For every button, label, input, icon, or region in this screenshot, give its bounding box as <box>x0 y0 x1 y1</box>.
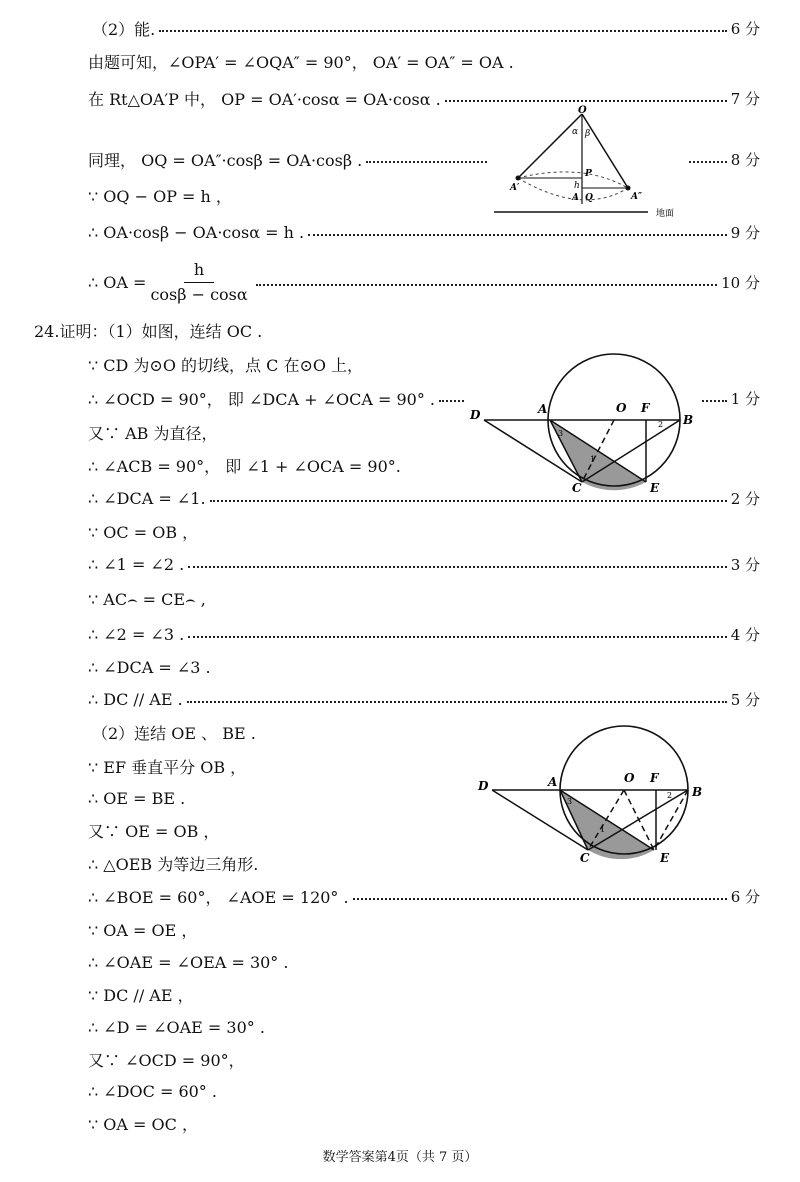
label-f: F <box>650 771 659 785</box>
line-14 <box>88 517 800 545</box>
label-c: C <box>572 481 582 494</box>
label-q: Q <box>585 193 593 203</box>
score: 6 分 <box>730 887 760 906</box>
label-f: F <box>641 401 650 415</box>
line-text: 由题可知，∠OPA′ = ∠OQA″ = 90°， OA′ = OA″ = OA . <box>88 52 514 72</box>
circle-figure-2 <box>470 724 706 872</box>
label-alpha: α <box>572 127 579 137</box>
line-text: ∴ ∠DCA = ∠3 . <box>88 657 211 677</box>
line-30 <box>88 1045 800 1073</box>
line-5 <box>88 181 800 209</box>
line-text: 在 Rt△OA′P 中， OP = OA′·cosα = OA·cosα . <box>88 89 441 109</box>
line-text: ∴ ∠DCA = ∠1. <box>88 488 206 508</box>
score: 9 分 <box>730 223 760 242</box>
line-16 <box>88 586 800 614</box>
line-text: 又∵ ∠OCD = 90°， <box>88 1050 245 1070</box>
label-angle-1: 1 <box>590 455 596 464</box>
score: 10 分 <box>721 273 760 292</box>
fraction-denominator: cosβ − cosα <box>150 284 248 304</box>
label-h: h <box>574 181 580 191</box>
line-17 <box>88 620 760 648</box>
line-26 <box>88 915 800 943</box>
line-text: ∴ DC // AE . <box>88 689 183 709</box>
pendulum-figure <box>488 104 688 222</box>
label-angle-3: 3 <box>558 429 564 438</box>
line-32 <box>88 1109 800 1137</box>
line-text: ∵ EF 垂直平分 OB ， <box>88 757 247 777</box>
label-d: D <box>470 408 481 422</box>
label-a-double-prime: A″ <box>631 192 643 202</box>
line-text: ∴ ∠OAE = ∠OEA = 30° . <box>88 952 289 972</box>
label-o: O <box>624 771 635 785</box>
score: 5 分 <box>730 690 760 709</box>
dot-leader <box>188 636 727 638</box>
dot-leader <box>445 100 727 102</box>
circle-figure-1 <box>464 328 700 494</box>
label-angle-2: 2 <box>658 420 664 429</box>
line-text: 又∵ OE = OB ， <box>88 821 220 841</box>
line-text: 24.证明：（1）如图，连结 OC . <box>34 321 263 341</box>
line-2 <box>88 47 800 75</box>
dot-leader <box>159 30 726 32</box>
label-a: A <box>538 402 548 416</box>
line-text: ∴ ∠OCD = 90°， 即 ∠DCA + ∠OCA = 90° . <box>88 389 436 409</box>
line-text: 同理， OQ = OA″·cosβ = OA·cosβ . <box>88 150 363 170</box>
line-7 <box>88 262 760 302</box>
line-text: （2）能. <box>92 19 156 39</box>
line-text: ∵ AC⌢ = CE⌢ , <box>88 590 206 609</box>
line-text: ∵ DC // AE ， <box>88 985 194 1005</box>
line-text: ∴ △OEB 为等边三角形. <box>88 854 259 874</box>
line-25 <box>88 882 760 910</box>
line-text: ∵ OA = OE ， <box>88 920 198 940</box>
line-text: ∴ OA = <box>88 272 147 292</box>
line-18 <box>88 653 800 681</box>
line-text: ∴ OA·cosβ − OA·cosα = h . <box>88 222 305 242</box>
line-text: ∴ ∠D = ∠OAE = 30° . <box>88 1017 265 1037</box>
score: 8 分 <box>730 150 760 169</box>
line-15 <box>88 550 760 578</box>
label-p: P <box>585 169 592 179</box>
line-29 <box>88 1013 800 1041</box>
line-text: ∵ OQ − OP = h ， <box>88 186 232 206</box>
dot-leader <box>353 898 727 900</box>
label-c: C <box>580 851 590 865</box>
fraction <box>150 260 247 303</box>
dot-leader <box>256 284 717 286</box>
line-27 <box>88 948 800 976</box>
line-6 <box>88 218 760 246</box>
line-text: ∴ ∠1 = ∠2 . <box>88 554 185 574</box>
score: 6 分 <box>730 19 760 38</box>
line-31 <box>88 1077 800 1105</box>
line-text: ∴ ∠2 = ∠3 . <box>88 624 185 644</box>
line-28 <box>88 980 800 1008</box>
label-b: B <box>692 785 703 799</box>
label-ground: 地面 <box>656 209 675 219</box>
label-d: D <box>478 779 489 793</box>
line-text: ∵ OA = OC ， <box>88 1114 198 1134</box>
line-text: ∴ ∠BOE = 60°， ∠AOE = 120° . <box>88 887 349 907</box>
score: 2 分 <box>730 489 760 508</box>
line-text: ∴ ∠DOC = 60° . <box>88 1081 217 1101</box>
label-beta: β <box>585 129 591 139</box>
label-e: E <box>660 851 670 865</box>
score: 3 分 <box>730 555 760 574</box>
label-angle-1: 1 <box>600 825 606 834</box>
line-text: 又∵ AB 为直径， <box>88 423 218 443</box>
dot-leader <box>210 500 727 502</box>
label-o: O <box>578 105 587 116</box>
line-text: ∴ ∠ACB = 90°， 即 ∠1 + ∠OCA = 90°. <box>88 456 401 476</box>
dot-leader <box>187 701 727 703</box>
label-e: E <box>650 481 660 494</box>
line-1 <box>92 14 760 42</box>
label-a: A <box>572 193 579 203</box>
line-text: ∵ CD 为⊙O 的切线，点 C 在⊙O 上， <box>88 355 364 375</box>
score: 7 分 <box>730 89 760 108</box>
dot-leader <box>188 566 727 568</box>
score: 4 分 <box>730 625 760 644</box>
label-a: A <box>548 775 558 789</box>
label-o: O <box>616 401 627 415</box>
label-angle-2: 2 <box>667 791 673 800</box>
dot-leader <box>308 234 727 236</box>
page-footer: 数学答案第4页（共 7 页） <box>322 1150 478 1165</box>
line-19 <box>88 685 760 713</box>
line-text: （2）连结 OE 、 BE . <box>92 723 256 743</box>
label-a-prime: A′ <box>510 183 520 193</box>
fraction-numerator: h <box>184 260 214 282</box>
line-text: ∴ OE = BE . <box>88 788 186 808</box>
score: 1 分 <box>730 389 760 408</box>
line-text: ∵ OC = OB ， <box>88 522 199 542</box>
label-angle-3: 3 <box>567 797 573 806</box>
label-b: B <box>683 413 694 427</box>
